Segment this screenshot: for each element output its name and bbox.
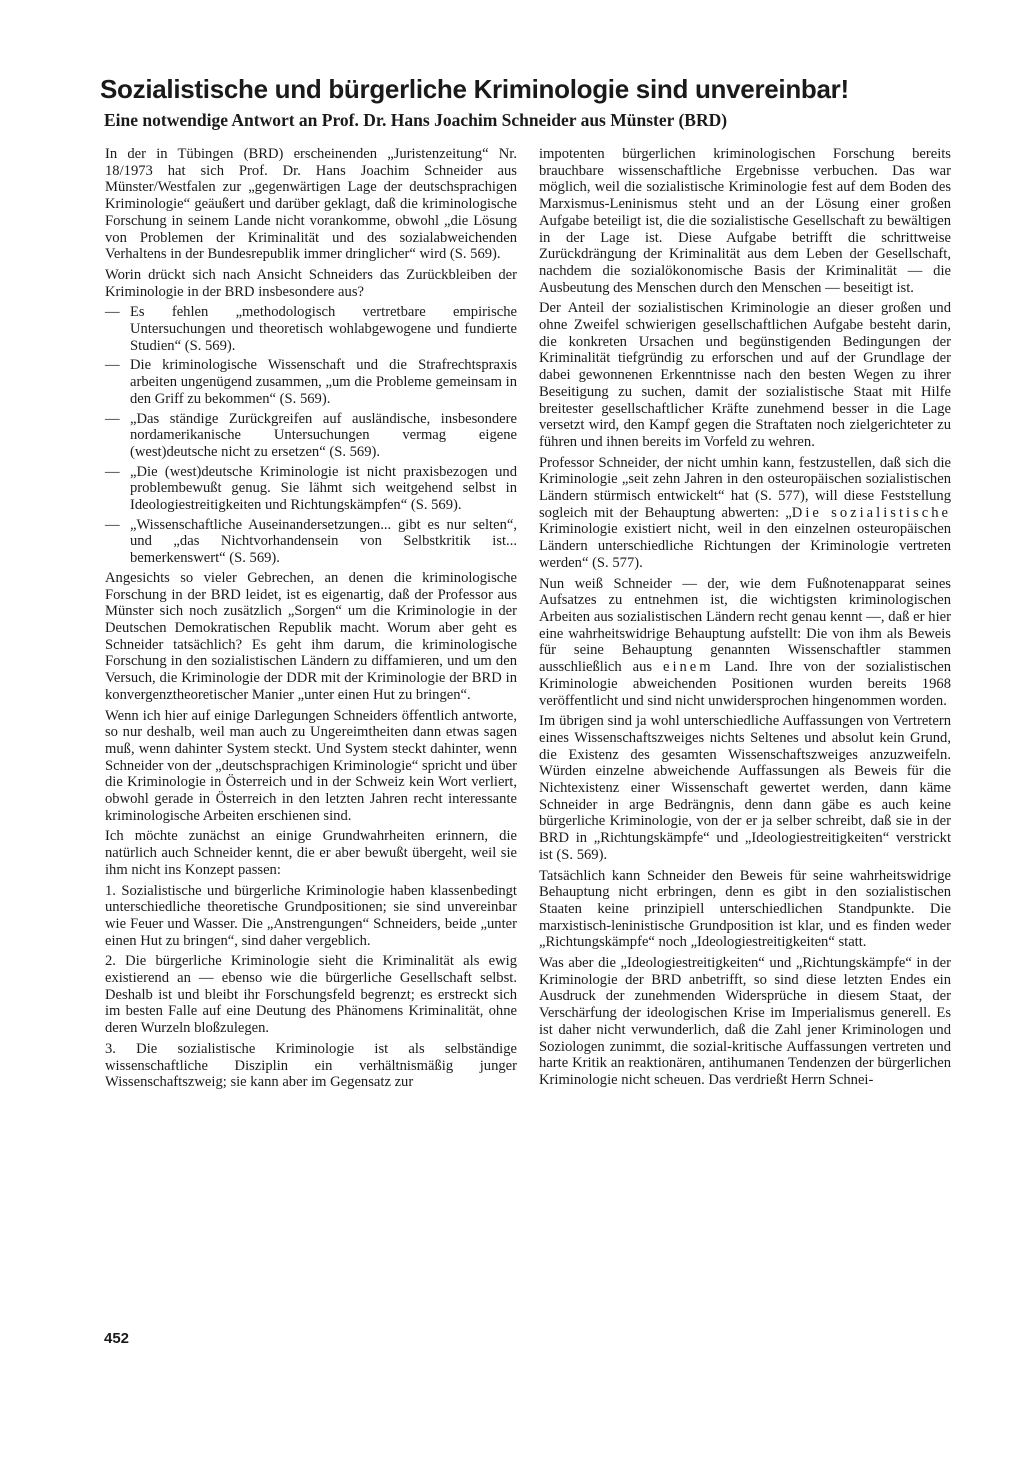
dash-marker: — [105,463,120,480]
text-run: Professor Schneider, der nicht umhin kann, festzustellen, daß sich die Kriminologie „seit zehn Jahren in den osteuropäischen sozialistischen Ländern stürmisch entwickelt“ hat (S. 577), will diese Feststellung sogleich mit der Behauptung abwerten: „ [539,454,951,521]
paragraph: In der in Tübingen (BRD) erscheinenden „Juristenzeitung“ Nr. 18/1973 hat sich Prof. Dr. Hans Joachim Schneider aus Münster/Westfalen zur „gegenwärtigen Lage der deutschsprachigen Kriminologie“ geäußert und darüber geklagt, daß die kriminologische Forschung in seinem Lande nicht vorankomme, obwohl „die Lösung von Problemen der Kriminalität und des sozialabweichenden Verhaltens in der Bundesrepublik immer dringlicher“ wird (S. 569). [105,146,517,263]
paragraph: Wenn ich hier auf einige Darlegungen Schneiders öffentlich antworte, so nur deshalb, weil man auch zu Ungereimtheiten dann etwas sagen muß, wenn dahinter System steckt. Und System steckt dahinter, wenn Schneider von der „deutschsprachigen Kriminologie“ spricht und über die Kriminologie in Österreich und in der Schweiz kein Wort verliert, obwohl gerade in Österreich in den letzten Jahren recht interessante kriminologische Arbeiten erschienen sind. [105,707,517,824]
dash-item-text: „Die (west)deutsche Kriminologie ist nicht praxisbezogen und problembewußt genug. Sie lähmt sich weitgehend selbst in Ideologiestreitigkeiten und Richtungskämpfen“ (S. 569). [130,463,517,514]
dash-item-text: „Das ständige Zurückgreifen auf ausländische, insbesondere nordamerikanische Untersuchungen vermag eigene (west)deutsche nicht zu ersetzen“ (S. 569). [130,410,517,460]
dash-item [105,357,517,407]
spaced-emphasis: einem [662,659,714,676]
dash-item-text: „Wissenschaftliche Auseinandersetzungen... gibt es nur selten“, und „das Nichtvorhandensein von Selbstkritik ist... bemerkenswert“ (S. 569). [130,516,517,567]
paragraph: Im übrigen sind ja wohl unterschiedliche Auffassungen von Vertretern eines Wissenschaftszweiges nichts Seltenes und absolut kein Grund, die Existenz des gesamten Wissenschaftszweiges anzuzweifeln. Würden einzelne abweichende Auffassungen als Beweis für die Nichtexistenz einer Wissenschaft gewertet werden, dann käme Schneider in arge Bedrängnis, denn dann gäbe es auch keine bürgerliche Kriminologie, von der er ja selber schreibt, daß sie in der BRD in „Richtungskämpfe“ und „Ideologiestreitigkeiten“ verstrickt ist (S. 569). [539,713,951,863]
dash-item [105,304,517,354]
right-column [539,146,951,1093]
dash-item-text: Es fehlen „methodologisch vertretbare empirische Untersuchungen und theoretisch wohlabgewogene und fundierte Studien“ (S. 569). [130,304,517,354]
text-run: Kriminologie existiert nicht, weil in den einzelnen osteuropäischen Ländern unterschiedliche Richtungen der Kriminologie vertreten werden“ (S. 577). [539,521,951,571]
spaced-emphasis: Die sozialistische [791,504,951,521]
paragraph: Ich möchte zunächst an einige Grundwahrheiten erinnern, die natürlich auch Schneider kennt, die er aber bewußt übergeht, weil sie ihm nicht ins Konzept passen: [105,828,517,878]
paragraph: Tatsächlich kann Schneider den Beweis für seine wahrheitswidrige Behauptung nicht erbringen, denn es gibt in den sozialistischen Staaten keine prinzipiell unterschiedlichen Standpunkte. Die marxistisch-leninistische Grundposition ist klar, und es finden weder „Richtungskämpfe“ noch „Ideologiestreitigkeiten“ statt. [539,867,951,951]
numbered-point: 2. Die bürgerliche Kriminologie sieht die Kriminalität als ewig existierend an — ebenso wie die bürgerliche Gesellschaft selbst. Deshalb ist und bleibt ihr Forschungsfeld begrenzt; es erstreckt sich im besten Falle auf eine Deutung des Phänomens Kriminalität, ohne deren Wurzeln bloßzulegen. [105,953,517,1037]
paragraph: Worin drückt sich nach Ansicht Schneiders das Zurückbleiben der Kriminologie in der BRD insbesondere aus? [105,266,517,300]
dash-marker: — [105,516,120,533]
dash-item-text: Die kriminologische Wissenschaft und die Strafrechtspraxis arbeiten ungenügend zusammen, „um die Probleme gemeinsam in den Griff zu bekommen“ (S. 569). [130,357,517,407]
paragraph [539,455,951,572]
paragraph: Was aber die „Ideologiestreitigkeiten“ und „Richtungskämpfe“ in der Kriminologie der BRD anbetrifft, so sind diese letzten Endes ein Ausdruck der zunehmenden Widersprüche in diesem Staat, der Verschärfung der ideologischen Krise im Imperialismus generell. Es ist daher nicht verwunderlich, daß die Zahl jener Kriminologen und Soziologen zunimmt, die sozial-kritische Auffassungen vertreten und harte Kritik an reaktionären, antihumanen Tendenzen der bürgerlichen Kriminologie nicht scheuen. Das verdrießt Herrn Schnei- [539,955,951,1088]
paragraph: Angesichts so vieler Gebrechen, an denen die kriminologische Forschung in der BRD leidet, ist es eigenartig, daß der Professor aus Münster sich noch zusätzlich „Sorgen“ um die Kriminologie in der Deutschen Demokratischen Republik macht. Worum aber geht es Schneider tatsächlich? Es geht ihm darum, die kriminologische Forschung in den sozialistischen Ländern zu diffamieren, und um den Versuch, die Kriminologie der DDR mit der Kriminologie der BRD in konvergenztheoretischer Manier „unter einen Hut zu bringen“. [105,569,517,703]
numbered-point: 3. Die sozialistische Kriminologie ist als selbständige wissenschaftliche Disziplin ein verhältnismäßig junger Wissenschaftszweig; sie kann aber im Gegensatz zur [105,1040,517,1091]
left-column [105,146,517,1095]
page-number: 452 [104,1330,130,1347]
article-subtitle: Eine notwendige Antwort an Prof. Dr. Hans Joachim Schneider aus Münster (BRD) [104,110,728,130]
text-run: Land. Ihre von der sozialistischen Kriminologie abweichenden Positionen wurden bereits 1968 veröffentlicht und sind nicht unwidersprochen hingenommen worden. [539,659,951,709]
numbered-point: 1. Sozialistische und bürgerliche Kriminologie haben klassenbedingt unterschiedliche theoretische Grundpositionen; sie sind unvereinbar wie Feuer und Wasser. Die „Anstrengungen“ Schneiders, beide „unter einen Hut zu bringen“, sind daher vergeblich. [105,882,517,949]
text-run: Nun weiß Schneider — der, wie dem Fußnotenapparat seines Aufsatzes zu entnehmen ist, die wichtigsten kriminologischen Arbeiten aus sozialistischen Ländern recht genau kennt —, daß er hier eine wahrheitswidrige Behauptung aufstellt: Die von ihm als Beweis für seine Behauptung genannten Wissenschaftler stammen ausschließlich aus [539,575,951,676]
dash-item [105,411,517,461]
paragraph [539,576,951,710]
dash-item [105,464,517,514]
paragraph: Der Anteil der sozialistischen Kriminologie an dieser großen und ohne Zweifel schwierigen gesellschaftlichen Aufgabe besteht darin, die konkreten Ursachen und begünstigenden Bedingungen der Kriminalität tiefgründig zu erforschen und auf der Grundlage der dabei gewonnenen Erkenntnisse nach den besten Wegen zu ihrer Beseitigung zu suchen, damit der sozialistische Staat mit Hilfe breitester gesellschaftlicher Kräfte zunehmend besser in die Lage versetzt wird, den Kampf gegen die Straftaten noch zielgerichteter zu führen und ihnen bereits im Vorfeld zu wehren. [539,300,951,450]
dash-item [105,517,517,567]
dash-marker: — [105,357,120,374]
paragraph: impotenten bürgerlichen kriminologischen Forschung bereits brauchbare wissenschaftliche Ergebnisse verbuchen. Das war möglich, weil die sozialistische Kriminologie fest auf dem Boden des Marxismus-Leninismus steht und an der Lösung einer großen Aufgabe beteiligt ist, die die sozialistische Gesellschaft zu bewältigen in der Lage ist. Diese Aufgabe betrifft die schrittweise Zurückdrängung der Kriminalität aus dem Leben der Gesellschaft, nachdem die sozialökonomische Basis der Kriminalität — die Ausbeutung des Menschen durch den Menschen — beseitigt ist. [539,146,951,296]
dash-marker: — [105,304,120,321]
article-title: Sozialistische und bürgerliche Kriminologie sind unvereinbar! [100,74,849,104]
dash-marker: — [105,410,120,427]
